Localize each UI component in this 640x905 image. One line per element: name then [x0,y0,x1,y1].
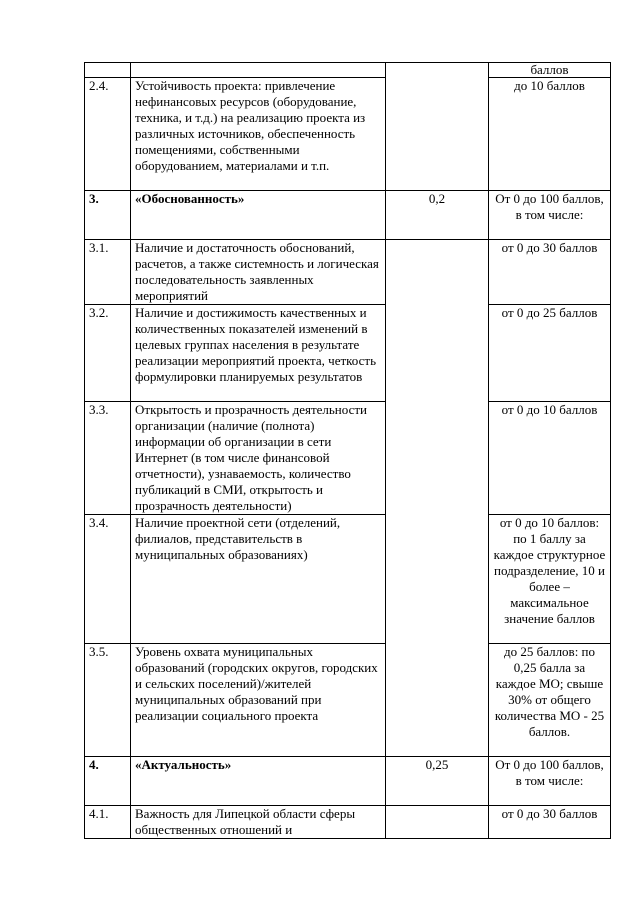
table-row [85,240,611,305]
table-row [85,402,611,515]
row-number: 3.4. [85,515,131,644]
row-number: 3.3. [85,402,131,515]
table-row-section [85,757,611,806]
score-range: от 0 до 10 баллов: по 1 баллу за каждое структурное подразделение, 10 и более – максимальное значение баллов [489,515,611,644]
score-range: до 25 баллов: по 0,25 балла за каждое МО; свыше 30% от общего количества МО - 25 баллов. [489,644,611,757]
row-number: 4.1. [85,806,131,839]
row-number [85,63,131,78]
criterion-text: Наличие проектной сети (отделений, филиалов, представительств в муниципальных образованиях) [131,515,386,644]
score-range: От 0 до 100 баллов, в том числе: [489,191,611,240]
row-number: 3.5. [85,644,131,757]
table-row [85,515,611,644]
criterion-text: Устойчивость проекта: привлечение нефинансовых ресурсов (оборудование, техника, и т.д.) на реализацию проекта из различных источников, обеспеченность помещениями, собственными оборудованием, материалами и т.п. [131,78,386,191]
table-row [85,78,611,191]
table-row [85,63,611,78]
criterion-text: Наличие и достаточность обоснований, расчетов, а также системность и логическая последовательность заявленных мероприятий [131,240,386,305]
score-range: от 0 до 10 баллов [489,402,611,515]
section-title: «Актуальность» [131,757,386,806]
section-weight: 0,2 [386,191,489,240]
table-row [85,806,611,839]
section-number: 3. [85,191,131,240]
score-range: от 0 до 25 баллов [489,305,611,402]
criterion-text: Открытость и прозрачность деятельности организации (наличие (полнота) информации об организации в сети Интернет (в том числе финансовой отчетности), узнаваемость, количество публикаций в СМИ, открытость и прозрачность деятельности) [131,402,386,515]
row-number: 3.2. [85,305,131,402]
criterion-weight [386,806,489,839]
criterion-weight [386,240,489,757]
score-range: От 0 до 100 баллов, в том числе: [489,757,611,806]
section-weight: 0,25 [386,757,489,806]
row-number: 2.4. [85,78,131,191]
score-range: до 10 баллов [489,78,611,191]
criteria-table [84,62,611,839]
table-row [85,305,611,402]
score-range: от 0 до 30 баллов [489,806,611,839]
row-number: 3.1. [85,240,131,305]
table-row-section [85,191,611,240]
score-range: баллов [489,63,611,78]
criterion-text: Наличие и достижимость качественных и количественных показателей изменений в целевых группах населения в результате реализации мероприятий проекта, четкость формулировки планируемых результатов [131,305,386,402]
table-row [85,644,611,757]
section-number: 4. [85,757,131,806]
criterion-text [131,63,386,78]
criterion-weight [386,63,489,191]
criterion-text: Важность для Липецкой области сферы общественных отношений и [131,806,386,839]
section-title: «Обоснованность» [131,191,386,240]
score-range: от 0 до 30 баллов [489,240,611,305]
criterion-text: Уровень охвата муниципальных образований (городских округов, городских и сельских поселений)/жителей муниципальных образований при реализации социального проекта [131,644,386,757]
